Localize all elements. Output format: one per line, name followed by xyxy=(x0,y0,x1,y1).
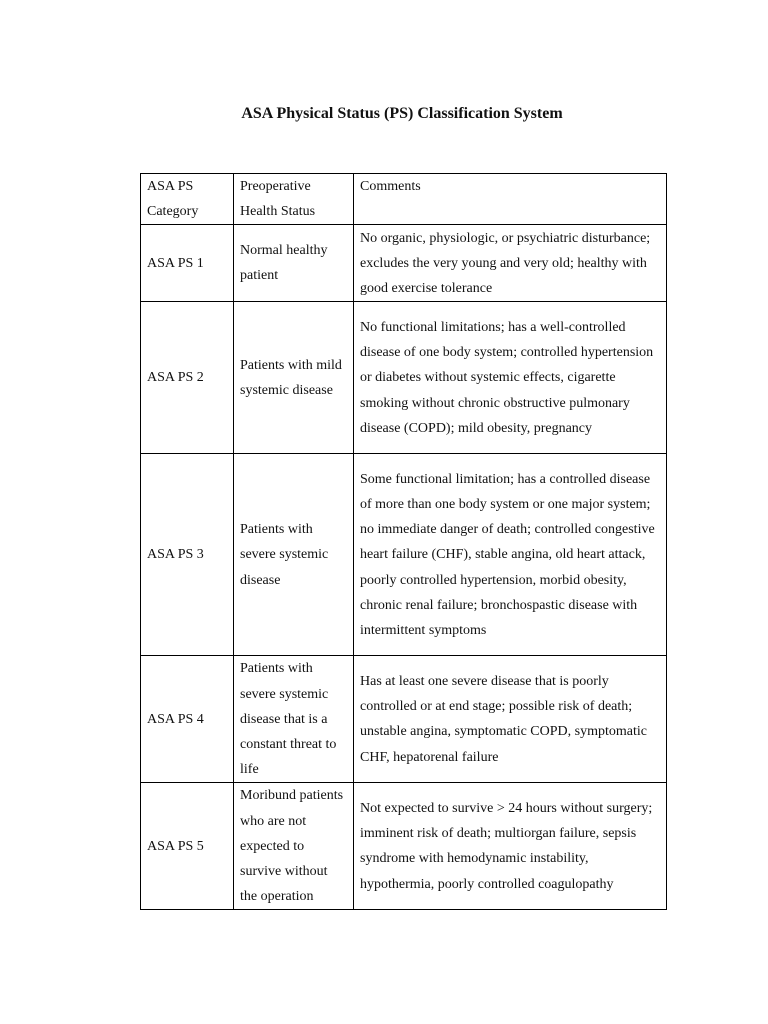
header-category: ASA PS Category xyxy=(141,174,234,225)
table-row xyxy=(141,302,667,454)
comments-cell: No organic, physiologic, or psychiatric disturbance; excludes the very young and very old; healthy with good exercise tolerance xyxy=(354,225,667,302)
document-title: ASA Physical Status (PS) Classification System xyxy=(241,105,563,122)
health-status-cell: Moribund patients who are not expected to survive without the operation xyxy=(234,783,354,910)
health-status-cell: Patients with severe systemic disease that is a constant threat to life xyxy=(234,656,354,783)
category-cell: ASA PS 4 xyxy=(141,656,234,783)
header-comments: Comments xyxy=(354,174,667,225)
asa-classification-table xyxy=(140,173,667,910)
comments-cell: Some functional limitation; has a controlled disease of more than one body system or one major system; no immediate danger of death; controlled congestive heart failure (CHF), stable angina, old heart attack, poorly controlled hypertension, morbid obesity, chronic renal failure; bronchospastic disease with intermittent symptoms xyxy=(354,454,667,656)
comments-cell: Not expected to survive > 24 hours without surgery; imminent risk of death; multiorgan failure, sepsis syndrome with hemodynamic instability, hypothermia, poorly controlled coagulopathy xyxy=(354,783,667,910)
table-row xyxy=(141,783,667,910)
category-cell: ASA PS 5 xyxy=(141,783,234,910)
category-cell: ASA PS 1 xyxy=(141,225,234,302)
health-status-cell: Patients with mild systemic disease xyxy=(234,302,354,454)
table-row xyxy=(141,454,667,656)
comments-cell: Has at least one severe disease that is poorly controlled or at end stage; possible risk of death; unstable angina, symptomatic COPD, symptomatic CHF, hepatorenal failure xyxy=(354,656,667,783)
health-status-cell: Normal healthy patient xyxy=(234,225,354,302)
comments-cell: No functional limitations; has a well-controlled disease of one body system; controlled hypertension or diabetes without systemic effects, cigarette smoking without chronic obstructive pulmonary disease (COPD); mild obesity, pregnancy xyxy=(354,302,667,454)
header-health-status: Preoperative Health Status xyxy=(234,174,354,225)
table-row xyxy=(141,656,667,783)
table-header-row xyxy=(141,174,667,225)
category-cell: ASA PS 3 xyxy=(141,454,234,656)
category-cell: ASA PS 2 xyxy=(141,302,234,454)
table-row xyxy=(141,225,667,302)
health-status-cell: Patients with severe systemic disease xyxy=(234,454,354,656)
